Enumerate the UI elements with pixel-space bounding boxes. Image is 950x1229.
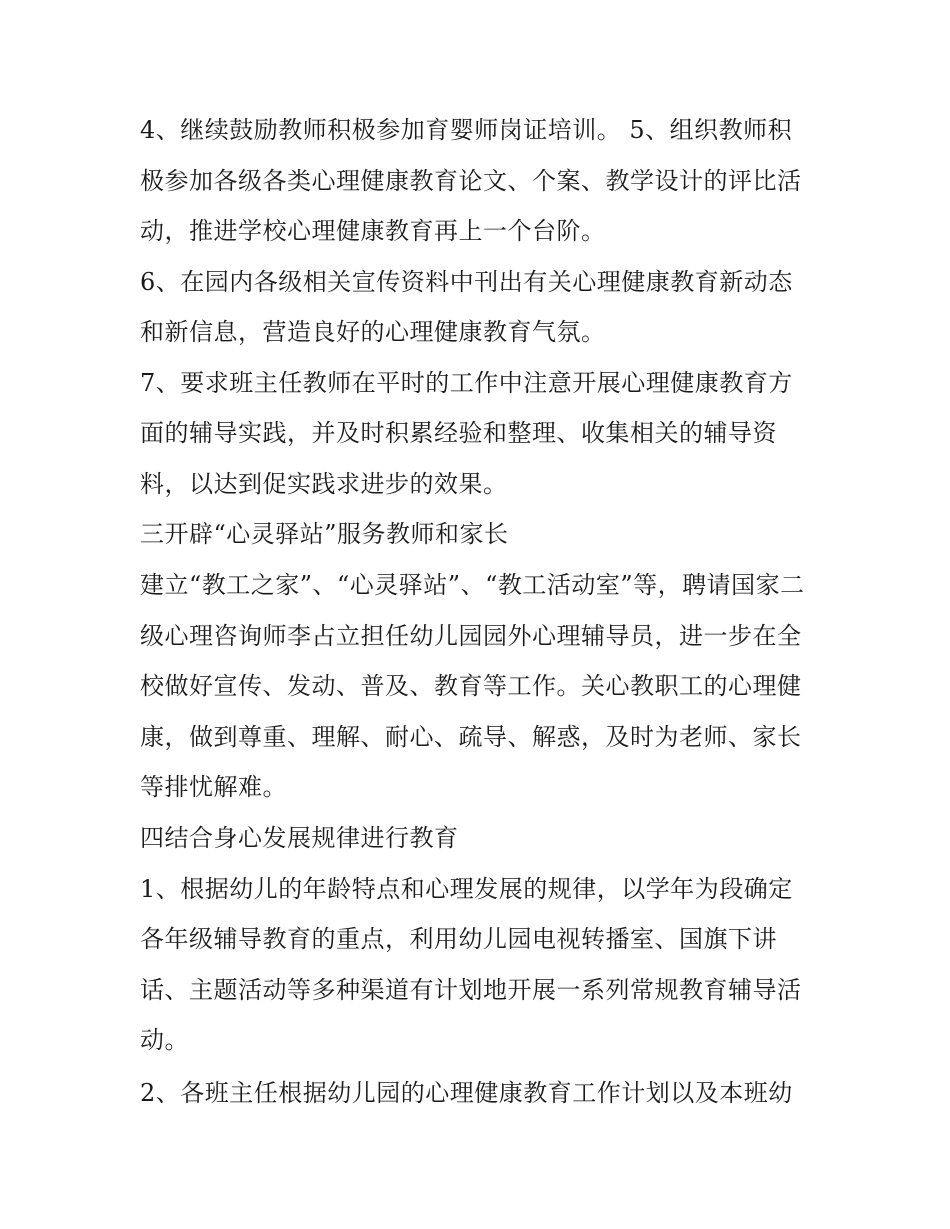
text-line: 面的辅导实践，并及时积累经验和整理、收集相关的辅导资 — [140, 419, 777, 447]
text-line: 建立“教工之家”、“心灵驿站”、“教工活动室”等，聘请国家二 — [140, 571, 805, 599]
text-line: 1、根据幼儿的年龄特点和心理发展的规律，以学年为段确定 — [140, 875, 793, 903]
section-heading: 三开辟“心灵驿站”服务教师和家长 — [140, 520, 509, 548]
text-line: 极参加各级各类心理健康教育论文、个案、教学设计的评比活 — [140, 167, 802, 195]
text-line: 7、要求班主任教师在平时的工作中注意开展心理健康教育方 — [140, 369, 793, 397]
text-line: 级心理咨询师李占立担任幼儿园园外心理辅导员，进一步在全 — [140, 622, 802, 650]
section-heading: 四结合身心发展规律进行教育 — [140, 824, 459, 852]
text-line: 话、主题活动等多种渠道有计划地开展一系列常规教育辅导活 — [140, 976, 802, 1004]
text-line: 校做好宣传、发动、普及、教育等工作。关心教职工的心理健 — [140, 672, 802, 700]
text-line: 料，以达到促实践求进步的效果。 — [140, 470, 508, 498]
text-line: 康，做到尊重、理解、耐心、疏导、解惑，及时为老师、家长 — [140, 723, 802, 751]
text-line: 动，推进学校心理健康教育再上一个台阶。 — [140, 217, 606, 245]
text-line: 等排忧解难。 — [140, 773, 287, 801]
text-line: 各年级辅导教育的重点，利用幼儿园电视转播室、国旗下讲 — [140, 925, 777, 953]
text-line: 动。 — [140, 1026, 189, 1054]
text-line: 2、各班主任根据幼儿园的心理健康教育工作计划以及本班幼 — [140, 1079, 793, 1107]
text-line: 6、在园内各级相关宣传资料中刊出有关心理健康教育新动态 — [140, 268, 793, 296]
text-line: 4、继续鼓励教师积极参加育婴师岗证培训。 5、组织教师积 — [140, 116, 793, 144]
text-line: 和新信息，营造良好的心理健康教育气氛。 — [140, 318, 606, 346]
